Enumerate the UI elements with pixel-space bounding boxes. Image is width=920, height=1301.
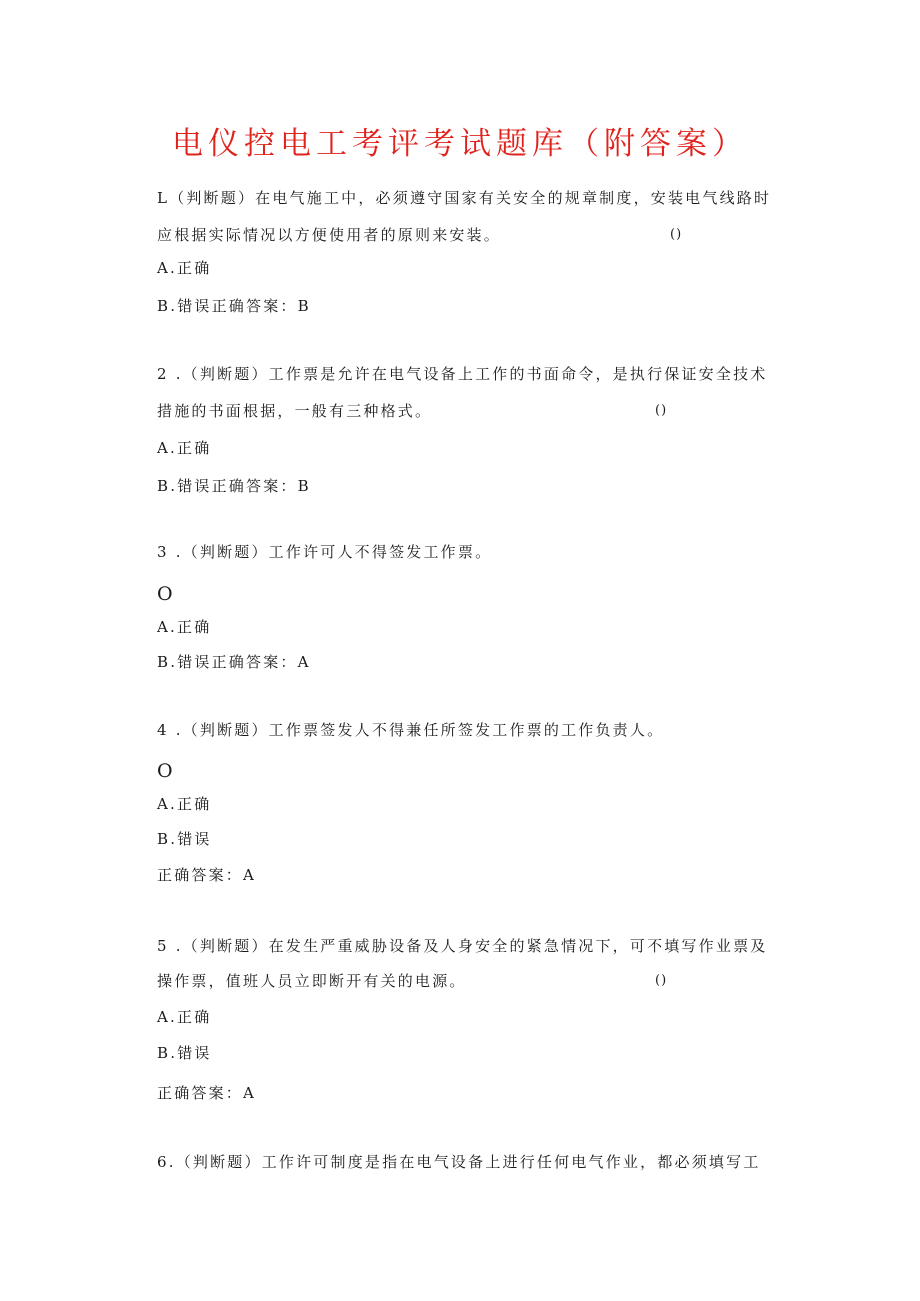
question-4-answer-blank: O bbox=[157, 760, 173, 782]
question-2-answer-blank: () bbox=[655, 403, 668, 418]
question-3-line-1: 3 .（判断题）工作许可人不得签发工作票。 bbox=[157, 543, 493, 561]
question-2-line-2: 措施的书面根据，一般有三种格式。 bbox=[157, 402, 433, 420]
question-1-line-2: 应根据实际情况以方便使用者的原则来安装。 bbox=[157, 226, 502, 244]
question-3-option-b: B.错误正确答案：A bbox=[157, 653, 311, 671]
question-1-answer-blank: () bbox=[670, 227, 683, 242]
question-5-option-b: B.错误 bbox=[157, 1044, 212, 1062]
question-5-correct-answer: 正确答案：A bbox=[157, 1084, 257, 1102]
question-5-line-2: 操作票，值班人员立即断开有关的电源。 bbox=[157, 972, 467, 990]
question-5-line-1: 5 .（判断题）在发生严重威胁设备及人身安全的紧急情况下，可不填写作业票及 bbox=[157, 937, 768, 955]
question-4-line-1: 4 .（判断题）工作票签发人不得兼任所签发工作票的工作负责人。 bbox=[157, 721, 665, 739]
question-4-option-a: A.正确 bbox=[157, 795, 212, 813]
question-5-answer-blank: () bbox=[655, 973, 668, 988]
question-4-correct-answer: 正确答案：A bbox=[157, 866, 257, 884]
question-6-line-1: 6.（判断题）工作许可制度是指在电气设备上进行任何电气作业，都必须填写工 bbox=[157, 1153, 761, 1171]
question-3-option-a: A.正确 bbox=[157, 618, 212, 636]
question-5-option-a: A.正确 bbox=[157, 1008, 212, 1026]
question-1-option-b: B.错误正确答案：B bbox=[157, 297, 311, 315]
question-2-option-b: B.错误正确答案：B bbox=[157, 477, 311, 495]
question-1-option-a: A.正确 bbox=[157, 259, 212, 277]
question-1-line-1: L（判断题）在电气施工中，必须遵守国家有关安全的规章制度，安装电气线路时 bbox=[157, 189, 772, 207]
question-2-option-a: A.正确 bbox=[157, 439, 212, 457]
question-4-option-b: B.错误 bbox=[157, 830, 212, 848]
question-3-answer-blank: O bbox=[157, 583, 173, 605]
question-2-line-1: 2 .（判断题）工作票是允许在电气设备上工作的书面命令，是执行保证安全技术 bbox=[157, 365, 768, 383]
page-title: 电仪控电工考评考试题库（附答案） bbox=[172, 126, 748, 162]
